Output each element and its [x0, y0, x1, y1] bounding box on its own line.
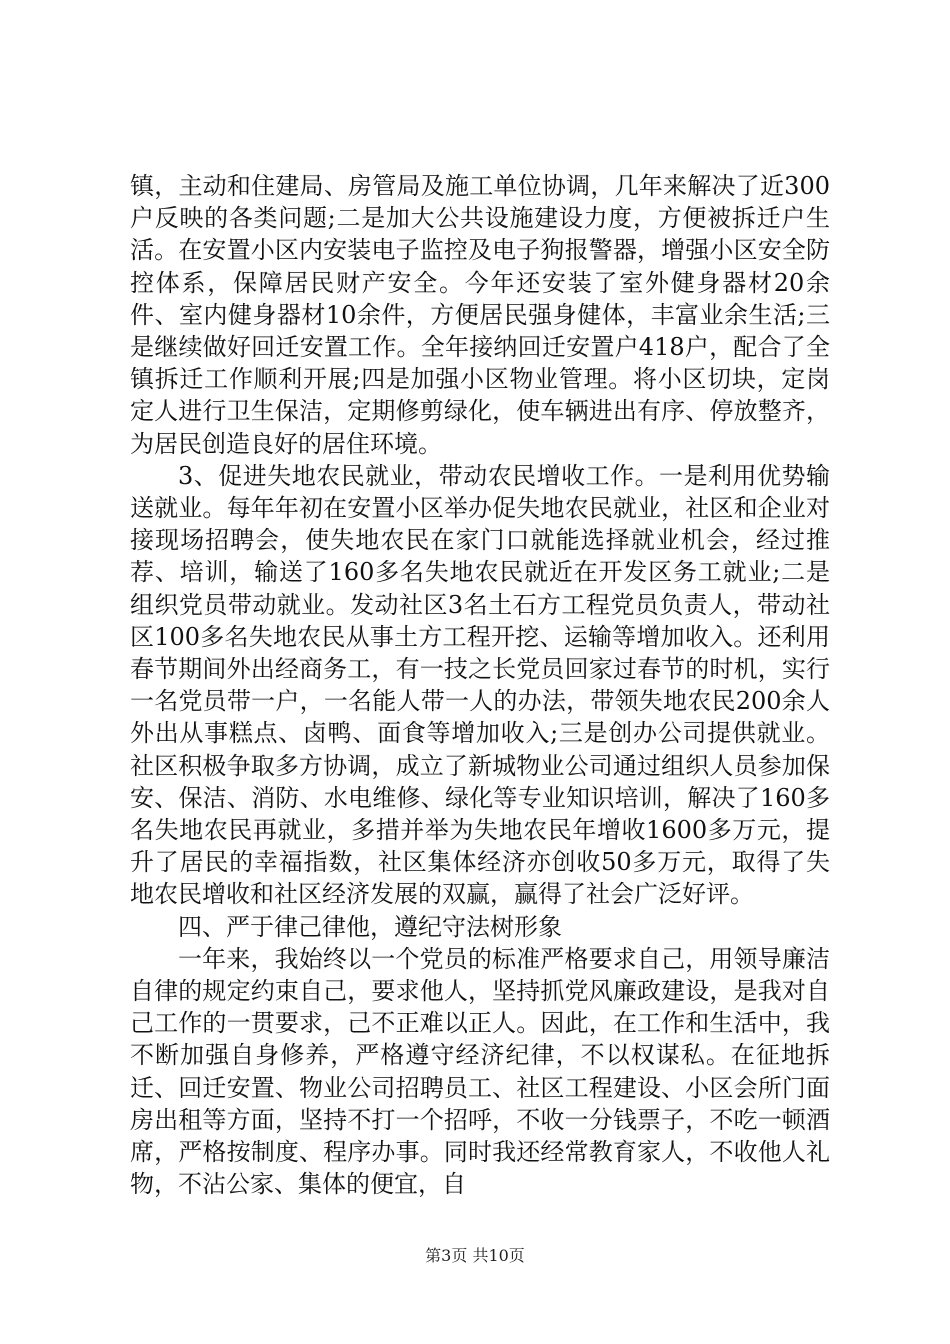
page-number-footer: 第3页 共10页	[425, 1246, 525, 1265]
document-body	[130, 170, 830, 1201]
paragraph-employment: 3、促进失地农民就业，带动农民增收工作。一是利用优势输送就业。每年年初在安置小区举办促失地农民就业，社区和企业对接现场招聘会，使失地农民在家门口就能选择就业机会，经过推荐、培训，输送了160多名失地农民就近在开发区务工就业;二是组织党员带动就业。发动社区3名土石方工程党员负责人，带动社区100多名失地农民从事土方工程开挖、运输等增加收入。还利用春节期间外出经商务工，有一技之长党员回家过春节的时机，实行一名党员带一户，一名能人带一人的办法，带领失地农民200余人外出从事糕点、卤鸭、面食等增加收入;三是创办公司提供就业。社区积极争取多方协调，成立了新城物业公司通过组织人员参加保安、保洁、消防、水电维修、绿化等专业知识培训，解决了160多名失地农民再就业，多措并举为失地农民年增收1600多万元，提升了居民的幸福指数，社区集体经济亦创收50多万元，取得了失地农民增收和社区经济发展的双赢，赢得了社会广泛好评。	[130, 461, 830, 909]
paragraph-continuation: 镇，主动和住建局、房管局及施工单位协调，几年来解决了近300户反映的各类问题;二是加大公共设施建设力度，方便被拆迁户生活。在安置小区内安装电子监控及电子狗报警器，增强小区安全防控体系，保障居民财产安全。今年还安装了室外健身器材20余件、室内健身器材10余件，方便居民强身健体，丰富业余生活;三是继续做好回迁安置工作。全年接纳回迁安置户418户，配合了全镇拆迁工作顺利开展;四是加强小区物业管理。将小区切块，定岗定人进行卫生保洁，定期修剪绿化，使车辆进出有序、停放整齐，为居民创造良好的居住环境。	[130, 172, 830, 458]
section-heading: 四、严于律己律他，遵纪守法树形象	[178, 912, 562, 941]
paragraph-self-discipline: 一年来，我始终以一个党员的标准严格要求自己，用领导廉洁自律的规定约束自己，要求他人，坚持抓党风廉政建设，是我对自己工作的一贯要求，己不正难以正人。因此，在工作和生活中，我不断加强自身修养，严格遵守经济纪律，不以权谋私。在征地拆迁、回迁安置、物业公司招聘员工、社区工程建设、小区会所门面房出租等方面，坚持不打一个招呼，不收一分钱票子，不吃一顿酒席，严格按制度、程序办事。同时我还经常教育家人，不收他人礼物，不沾公家、集体的便宜，自	[130, 944, 830, 1199]
